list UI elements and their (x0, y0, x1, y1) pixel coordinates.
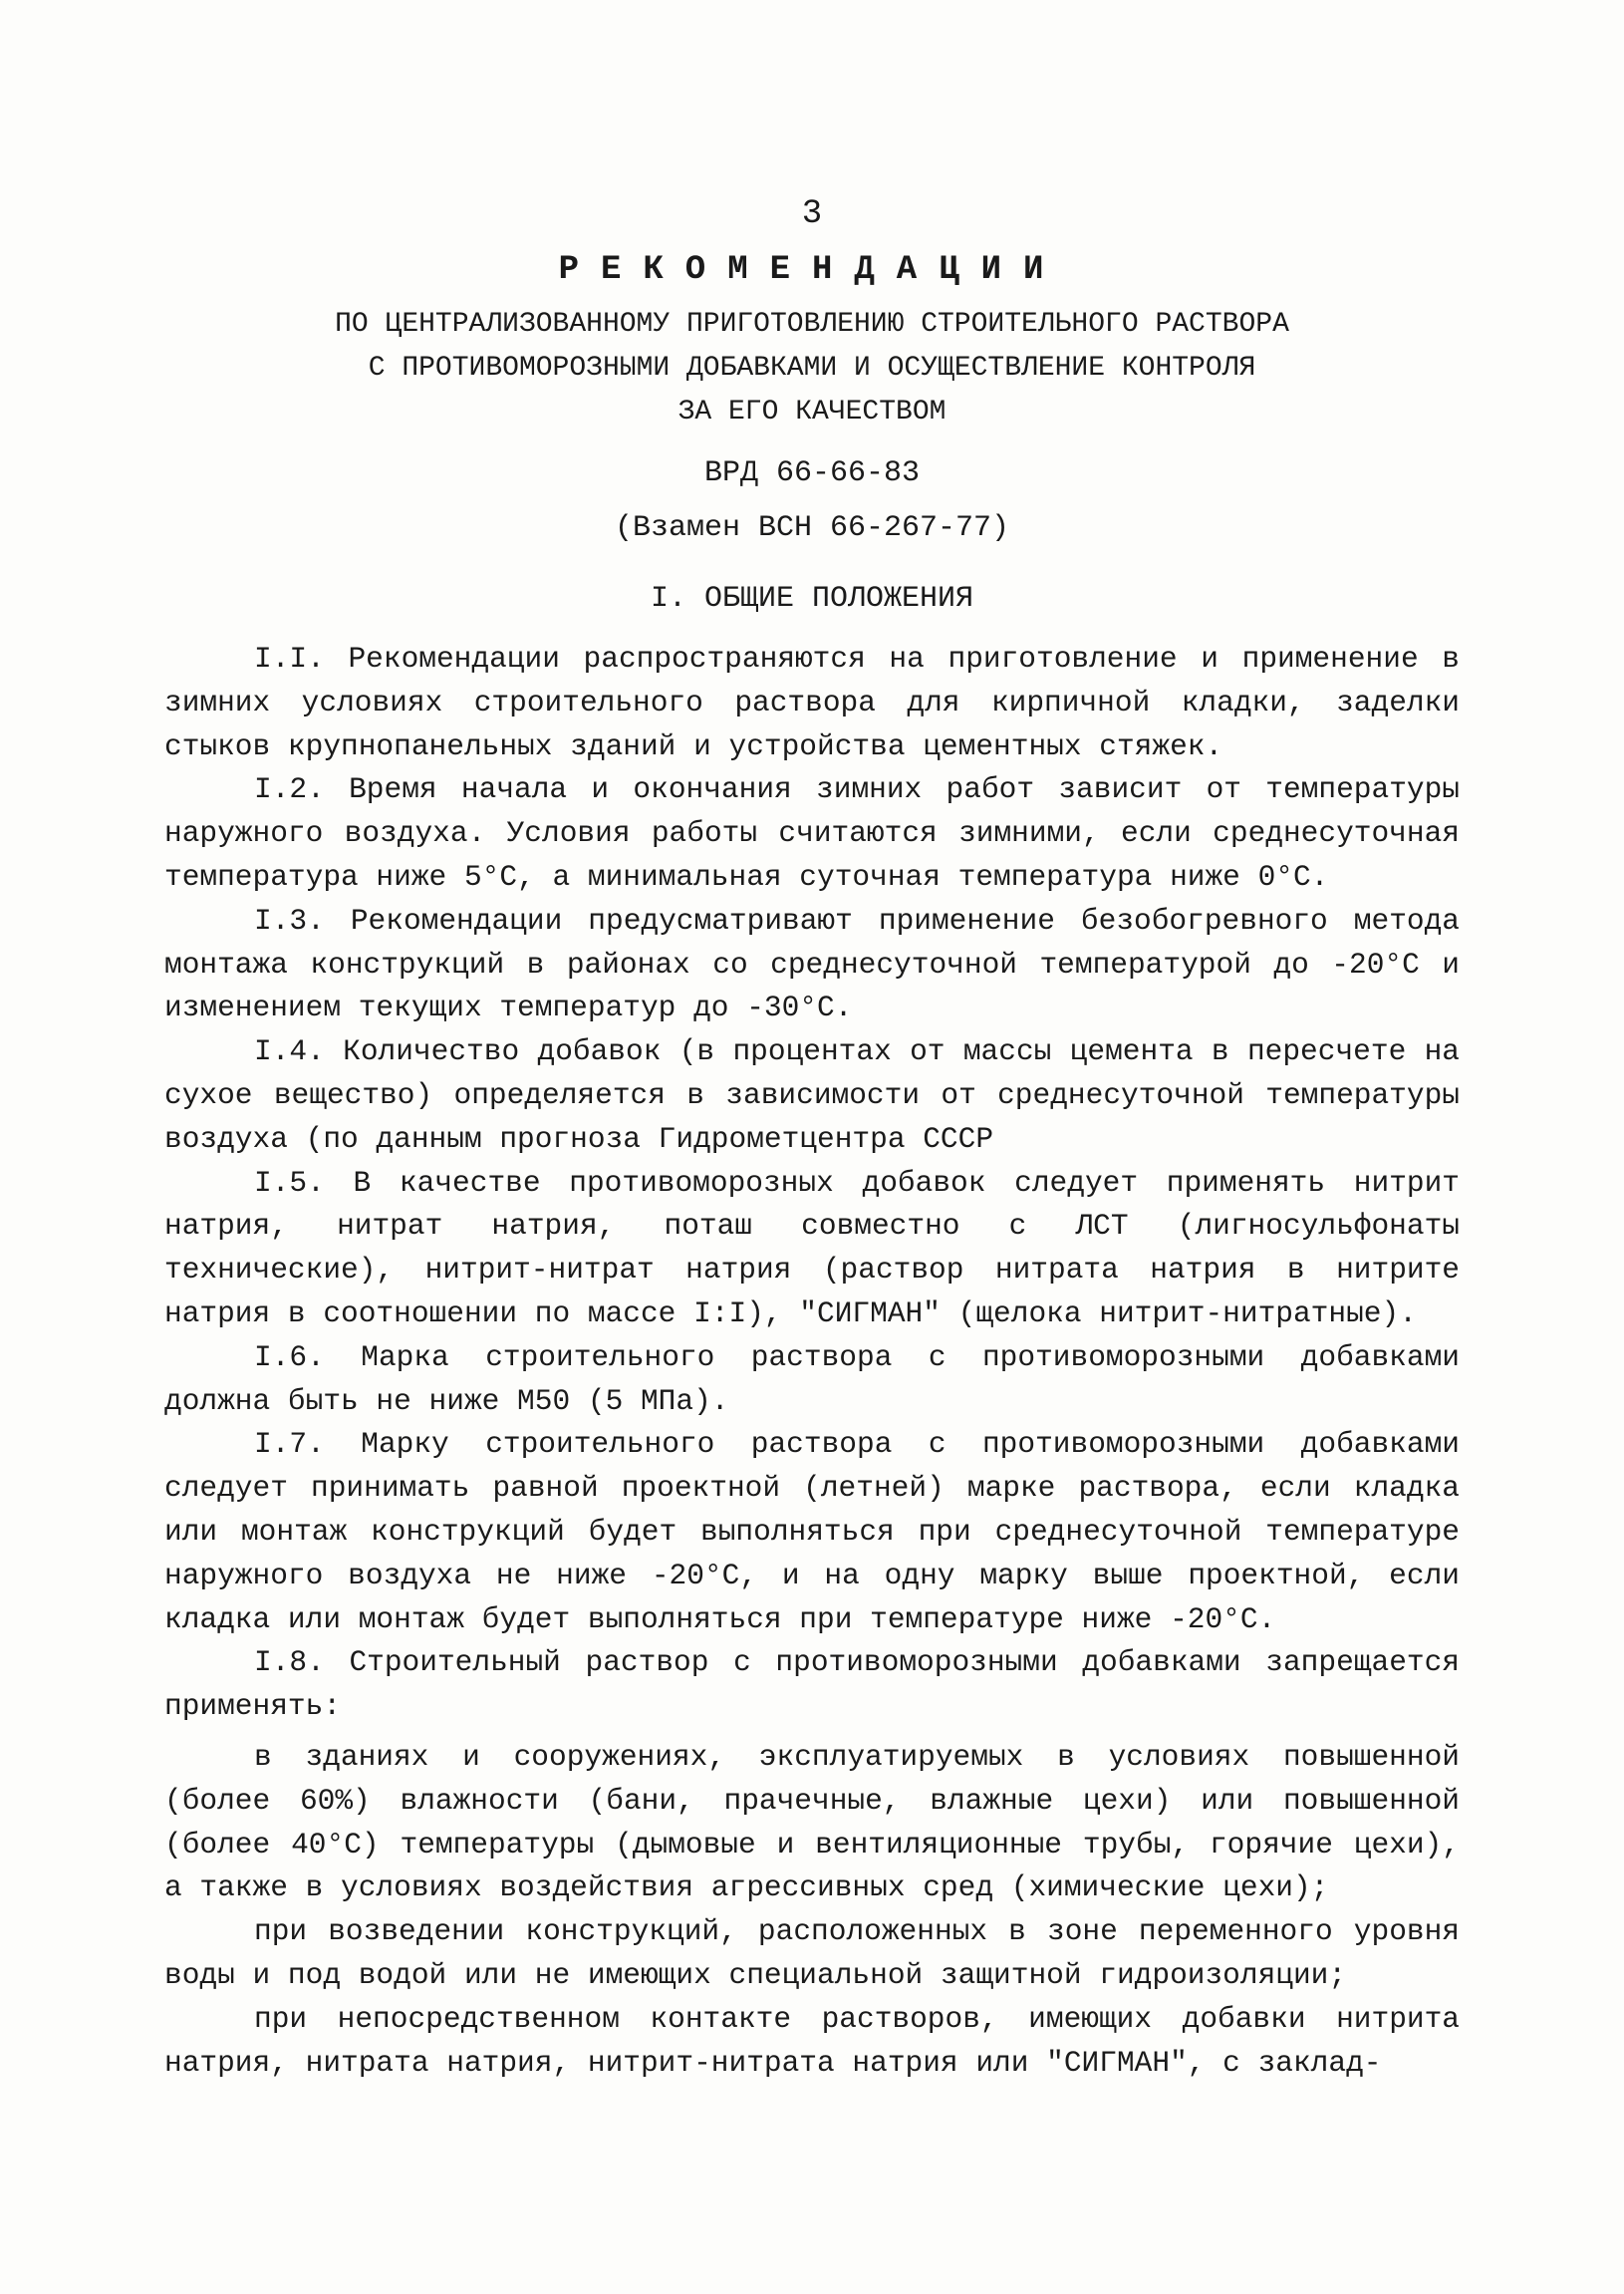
list-item: при непосредственном контакте растворов, имеющих добавки нитрита натрия, нитрата натрия, нитрит-нитрата натрия или "СИГМАН", с заклад- (164, 2001, 1460, 2080)
body-text (164, 638, 1460, 2085)
paragraph-1-4: I.4. Количество добавок (в процентах от массы цемента в пересчете на сухое вещество) определяется в зависимости от среднесуточной температуры воздуха (по данным прогноза Гидрометцентра СССР (164, 1034, 1460, 1156)
paragraph-1-8: I.8. Строительный раствор с противоморозными добавками запрещается применять: (164, 1645, 1460, 1724)
replaces-note: (Взамен ВСН 66-267-77) (614, 511, 1010, 545)
list-item: при возведении конструкций, расположенных в зоне переменного уровня воды и под водой или не имеющих специальной защитной гидроизоляции; (164, 1914, 1460, 1992)
subtitle-line: ПО ЦЕНТРАЛИЗОВАННОМУ ПРИГОТОВЛЕНИЮ СТРОИТЕЛЬНОГО РАСТВОРА (335, 309, 1289, 340)
paragraph-1-1: I.I. Рекомендации распространяются на приготовление и применение в зимних условиях строительного раствора для кирпичной кладки, заделки стыков крупнопанельных зданий и устройства цементных стяжек. (164, 642, 1460, 763)
paragraph-1-7: I.7. Марку строительного раствора с противоморозными добавками следует принимать равной проектной (летней) марке раствора, если кладка или монтаж конструкций будет выполняться при среднесуточной температуре наружного воздуха не ниже -20°С, и на одну марку выше проектной, если кладка или монтаж будет выполняться при температуре ниже -20°С. (164, 1427, 1460, 1636)
document-code: ВРД 66-66-83 (703, 456, 921, 490)
document-title: РЕКОМЕНДАЦИИ (558, 251, 1066, 289)
subtitle-line: С ПРОТИВОМОРОЗНЫМИ ДОБАВКАМИ И ОСУЩЕСТВЛЕНИЕ КОНТРОЛЯ (368, 353, 1256, 384)
paragraph-1-2: I.2. Время начала и окончания зимних работ зависит от температуры наружного воздуха. Условия работы считаются зимними, если среднесуточная температура ниже 5°С, а минимальная суточная температура ниже 0°С. (164, 772, 1460, 894)
paragraph-1-6: I.6. Марка строительного раствора с противоморозными добавками должна быть не ниже М50 (5 МПа). (164, 1339, 1460, 1418)
list-item: в зданиях и сооружениях, эксплуатируемых в условиях повышенной (более 60%) влажности (бани, прачечные, влажные цехи) или повышенной (более 40°С) температуры (дымовые и вентиляционные трубы, горячие цехи), а также в условиях воздействия агрессивных сред (химические цехи); (164, 1739, 1460, 1905)
section-title: I. ОБЩИЕ ПОЛОЖЕНИЯ (650, 582, 974, 616)
subtitle-line: ЗА ЕГО КАЧЕСТВОМ (677, 397, 947, 428)
page-number: 3 (801, 195, 823, 233)
paragraph-1-5: I.5. В качестве противоморозных добавок следует применять нитрит натрия, нитрат натрия, поташ совместно с ЛСТ (лигносульфонаты технические), нитрит-нитрат натрия (раствор нитрата натрия в нитрите натрия в соотношении по массе I:I), "СИГМАН" (щелока нитрит-нитратные). (164, 1165, 1460, 1330)
paragraph-1-3: I.3. Рекомендации предусматривают применение безобогревного метода монтажа конструкций в районах со среднесуточной температурой до -20°С и изменением текущих температур до -30°С. (164, 903, 1460, 1025)
